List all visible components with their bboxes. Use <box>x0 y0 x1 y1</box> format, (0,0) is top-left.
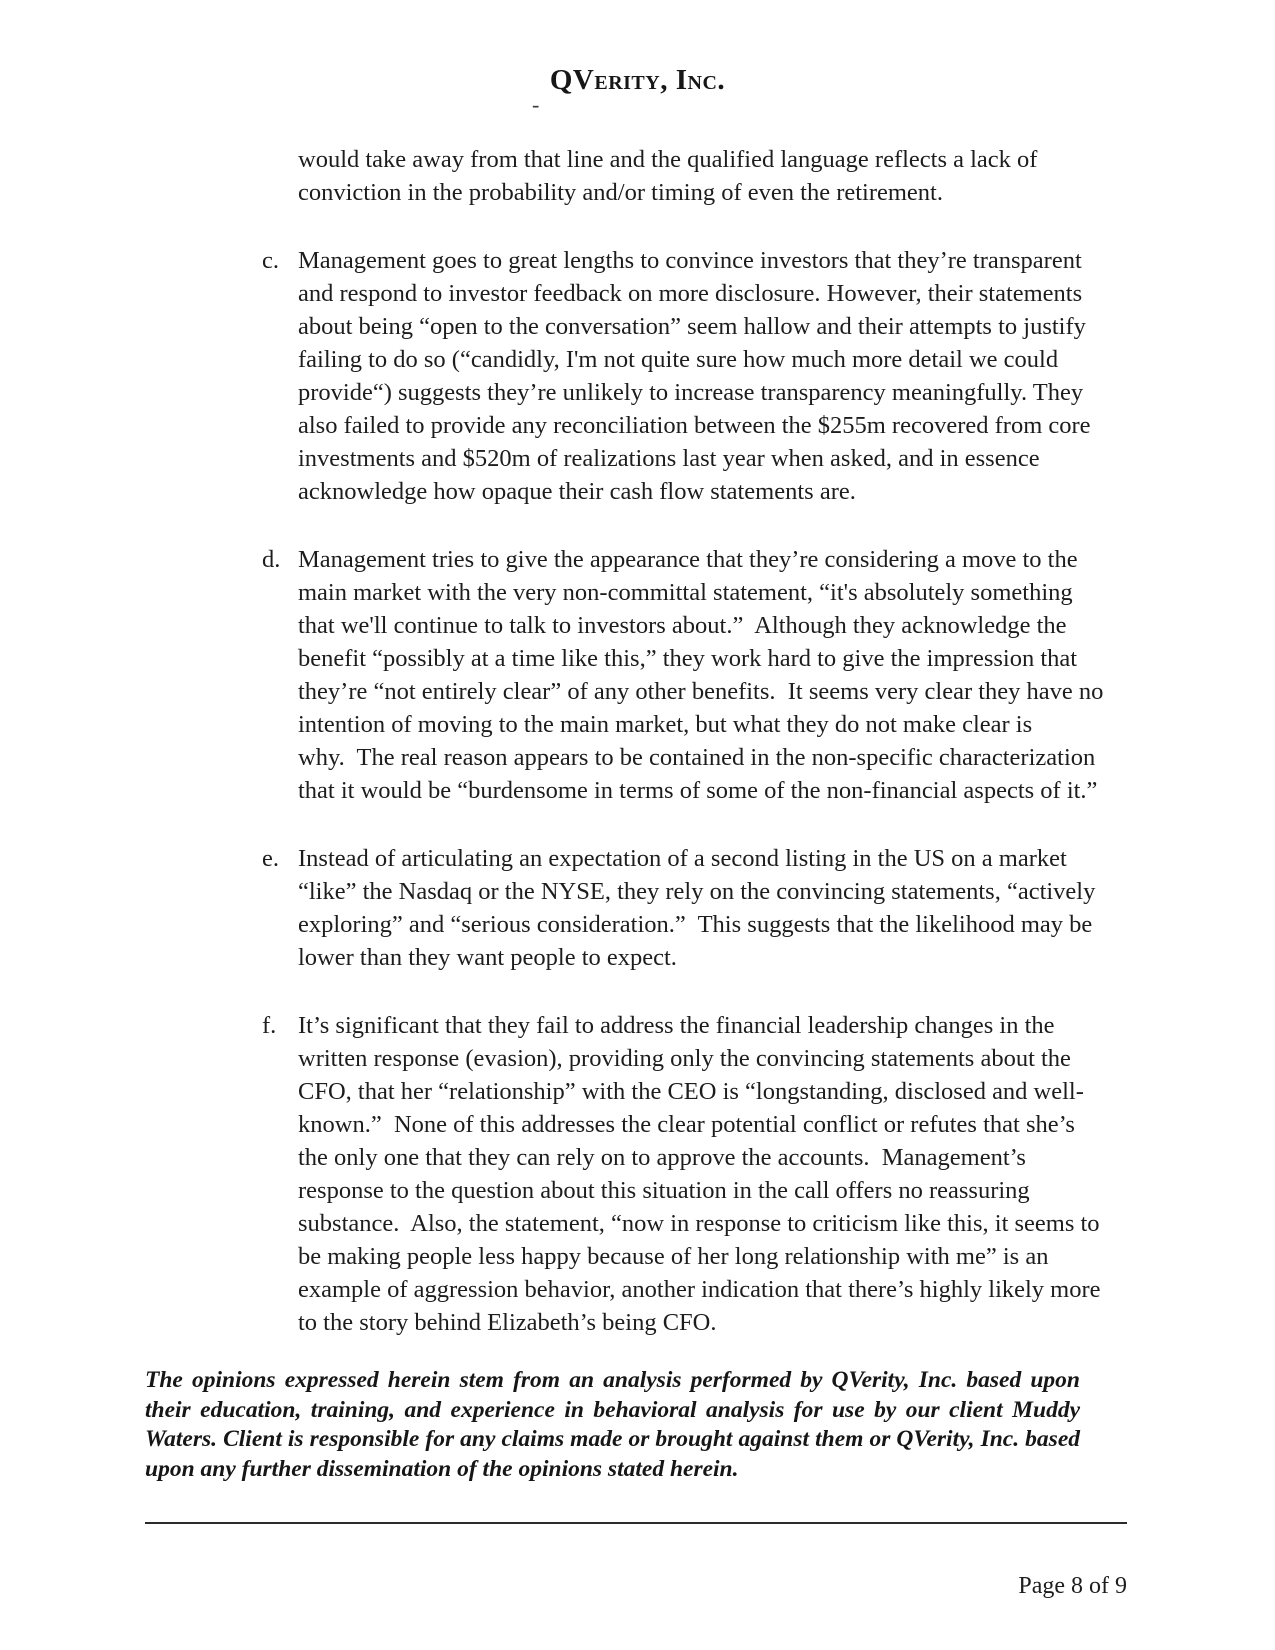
text-line: that it would be “burdensome in terms of some of the non-financial aspects of it.” <box>298 777 1098 804</box>
text-line: benefit “possibly at a time like this,” they work hard to give the impression that <box>298 645 1078 672</box>
text-line: Instead of articulating an expectation of a second listing in the US on a market <box>298 845 1067 872</box>
text-line: “like” the Nasdaq or the NYSE, they rely on the convincing statements, “actively <box>298 878 1096 905</box>
disclaimer-line: Waters. Client is responsible for any claims made or brought against them or QVerity, Inc. based <box>145 1426 1080 1452</box>
paragraph-text <box>298 1009 1102 1339</box>
text-line: example of aggression behavior, another indication that there’s highly likely more <box>298 1276 1101 1303</box>
disclaimer-line: their education, training, and experience in behavioral analysis for use by our client Muddy <box>145 1396 1080 1423</box>
text-line: Management tries to give the appearance that they’re considering a move to the <box>298 546 1078 573</box>
disclaimer <box>145 1366 1080 1484</box>
disclaimer-line: The opinions expressed herein stem from an analysis performed by QVerity, Inc. based upon <box>145 1367 1080 1393</box>
document-body <box>262 143 1102 1339</box>
page-number: Page 8 of 9 <box>1018 1573 1127 1599</box>
paragraph-text <box>298 842 1102 974</box>
text-line: known.” None of this addresses the clear potential conflict or refutes that she’s <box>298 1111 1075 1138</box>
list-marker <box>262 143 298 209</box>
text-line: substance. Also, the statement, “now in response to criticism like this, it seems to <box>298 1210 1100 1237</box>
text-line: exploring” and “serious consideration.” This suggests that the likelihood may be <box>298 911 1093 938</box>
text-line: be making people less happy because of her long relationship with me” is an <box>298 1243 1049 1270</box>
text-line: about being “open to the conversation” seem hallow and their attempts to justify <box>298 313 1086 340</box>
text-line: to the story behind Elizabeth’s being CFO. <box>298 1309 717 1336</box>
text-line: and respond to investor feedback on more disclosure. However, their statements <box>298 280 1083 307</box>
text-line: that we'll continue to talk to investors about.” Although they acknowledge the <box>298 612 1067 639</box>
text-line: investments and $520m of realizations last year when asked, and in essence <box>298 445 1040 472</box>
continuation-paragraph <box>262 143 1102 209</box>
list-paragraph-c <box>262 244 1102 508</box>
text-line: would take away from that line and the qualified language reflects a lack of <box>298 146 1038 173</box>
text-line: main market with the very non-committal statement, “it's absolutely something <box>298 579 1073 606</box>
paragraph-text <box>298 543 1103 807</box>
text-line: response to the question about this situation in the call offers no reassuring <box>298 1177 1030 1204</box>
text-line: Management goes to great lengths to convince investors that they’re transparent <box>298 247 1082 274</box>
paragraph-text <box>298 143 1102 209</box>
list-paragraph-d <box>262 543 1102 807</box>
text-line: also failed to provide any reconciliation between the $255m recovered from core <box>298 412 1091 439</box>
list-paragraph-e <box>262 842 1102 974</box>
footer-rule <box>145 1522 1127 1524</box>
text-line: the only one that they can rely on to approve the accounts. Management’s <box>298 1144 1026 1171</box>
text-line: written response (evasion), providing only the convincing statements about the <box>298 1045 1071 1072</box>
letterhead <box>0 64 1275 97</box>
text-line: why. The real reason appears to be contained in the non-specific characterization <box>298 744 1096 771</box>
text-line: It’s significant that they fail to address the financial leadership changes in the <box>298 1012 1055 1039</box>
list-marker: f. <box>262 1012 277 1039</box>
text-line: CFO, that her “relationship” with the CEO is “longstanding, disclosed and well- <box>298 1078 1084 1105</box>
disclaimer-line: upon any further dissemination of the opinions stated herein. <box>145 1455 739 1482</box>
text-line: acknowledge how opaque their cash flow statements are. <box>298 478 856 505</box>
stray-dash-mark: - <box>532 92 540 117</box>
company-name: QVerity, Inc. <box>549 64 726 96</box>
text-line: lower than they want people to expect. <box>298 944 677 971</box>
list-marker: e. <box>262 845 279 872</box>
text-line: they’re “not entirely clear” of any other benefits. It seems very clear they have no <box>298 678 1104 705</box>
list-marker: d. <box>262 546 281 573</box>
list-paragraph-f <box>262 1009 1102 1339</box>
text-line: intention of moving to the main market, but what they do not make clear is <box>298 711 1033 738</box>
paragraph-text <box>298 244 1102 508</box>
text-line: conviction in the probability and/or timing of even the retirement. <box>298 179 943 206</box>
list-marker: c. <box>262 247 279 274</box>
text-line: failing to do so (“candidly, I'm not quite sure how much more detail we could <box>298 346 1059 373</box>
text-line: provide“) suggests they’re unlikely to increase transparency meaningfully. They <box>298 379 1084 406</box>
